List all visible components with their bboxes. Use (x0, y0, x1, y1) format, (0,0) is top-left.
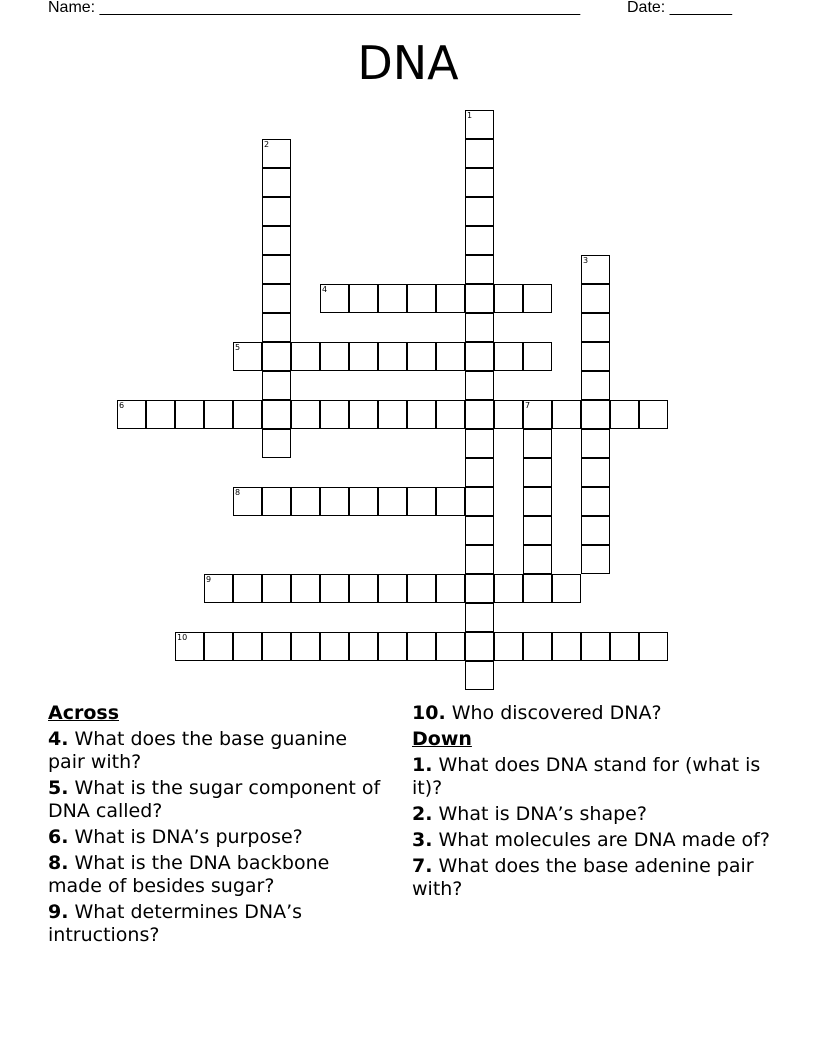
grid-cell[interactable] (465, 632, 494, 661)
grid-cell[interactable] (581, 400, 610, 429)
grid-cell[interactable] (494, 284, 523, 313)
clue-number: 9. (48, 901, 69, 923)
clue-down-1 (412, 754, 772, 800)
grid-cell[interactable] (581, 516, 610, 545)
grid-cell[interactable] (320, 284, 349, 313)
grid-cell[interactable] (465, 545, 494, 574)
clue-across-4 (48, 728, 388, 774)
grid-cell[interactable] (436, 342, 465, 371)
grid-cell[interactable] (407, 284, 436, 313)
clue-text: What is DNA’s purpose? (74, 826, 303, 848)
grid-cell[interactable] (349, 284, 378, 313)
cell-number: 5 (235, 343, 241, 352)
clue-text: Who discovered DNA? (451, 702, 662, 724)
clue-across-5 (48, 777, 388, 823)
date-field[interactable]: Date: _______ (627, 0, 732, 16)
grid-cell[interactable] (320, 487, 349, 516)
grid-cell[interactable] (146, 400, 175, 429)
cell-number: 7 (525, 401, 531, 410)
cell-number: 8 (235, 488, 241, 497)
grid-cell[interactable] (262, 632, 291, 661)
clue-text: What determines DNA’s intructions? (48, 901, 303, 946)
grid-cell[interactable] (465, 226, 494, 255)
grid-cell[interactable] (117, 400, 146, 429)
grid-cell[interactable] (523, 429, 552, 458)
down-heading: Down (412, 728, 472, 750)
cell-number: 9 (206, 575, 212, 584)
clue-across-8 (48, 852, 388, 898)
grid-cell[interactable] (204, 632, 233, 661)
clue-text: What is DNA’s shape? (438, 803, 647, 825)
clues-left-column (48, 702, 388, 950)
grid-cell[interactable] (465, 110, 494, 139)
grid-cell[interactable] (465, 661, 494, 690)
grid-cell[interactable] (581, 371, 610, 400)
grid-cell[interactable] (262, 255, 291, 284)
clue-down-2 (412, 803, 772, 826)
grid-cell[interactable] (291, 574, 320, 603)
grid-cell[interactable] (639, 632, 668, 661)
grid-cell[interactable] (523, 400, 552, 429)
grid-cell[interactable] (494, 574, 523, 603)
grid-cell[interactable] (262, 168, 291, 197)
grid-cell[interactable] (523, 545, 552, 574)
cell-number: 1 (467, 111, 473, 120)
cell-number: 2 (264, 140, 270, 149)
grid-cell[interactable] (494, 342, 523, 371)
grid-cell[interactable] (262, 284, 291, 313)
grid-cell[interactable] (262, 371, 291, 400)
clue-across-6 (48, 826, 388, 849)
clue-across-10 (412, 702, 772, 725)
grid-cell[interactable] (581, 458, 610, 487)
grid-cell[interactable] (204, 400, 233, 429)
grid-cell[interactable] (407, 400, 436, 429)
grid-cell[interactable] (262, 197, 291, 226)
grid-cell[interactable] (349, 632, 378, 661)
grid-cell[interactable] (465, 168, 494, 197)
grid-cell[interactable] (523, 487, 552, 516)
grid-cell[interactable] (581, 632, 610, 661)
grid-cell[interactable] (465, 603, 494, 632)
grid-cell[interactable] (523, 516, 552, 545)
clue-number: 2. (412, 803, 433, 825)
clue-down-7 (412, 855, 772, 901)
grid-cell[interactable] (552, 632, 581, 661)
clue-down-3 (412, 829, 772, 852)
grid-cell[interactable] (465, 574, 494, 603)
clue-number: 6. (48, 826, 69, 848)
grid-cell[interactable] (175, 632, 204, 661)
grid-cell[interactable] (523, 574, 552, 603)
grid-cell[interactable] (523, 284, 552, 313)
grid-cell[interactable] (494, 400, 523, 429)
grid-cell[interactable] (407, 487, 436, 516)
grid-cell[interactable] (233, 342, 262, 371)
grid-cell[interactable] (523, 632, 552, 661)
grid-cell[interactable] (378, 487, 407, 516)
grid-cell[interactable] (465, 516, 494, 545)
grid-cell[interactable] (291, 342, 320, 371)
grid-cell[interactable] (639, 400, 668, 429)
clue-number: 1. (412, 754, 433, 776)
grid-cell[interactable] (465, 197, 494, 226)
clue-number: 8. (48, 852, 69, 874)
cell-number: 10 (177, 633, 188, 642)
grid-cell[interactable] (407, 632, 436, 661)
clues-right-column (412, 702, 772, 904)
grid-cell[interactable] (291, 487, 320, 516)
grid-cell[interactable] (262, 139, 291, 168)
grid-cell[interactable] (465, 487, 494, 516)
grid-cell[interactable] (349, 574, 378, 603)
grid-cell[interactable] (610, 632, 639, 661)
grid-cell[interactable] (465, 284, 494, 313)
clue-number: 3. (412, 829, 433, 851)
grid-cell[interactable] (581, 342, 610, 371)
grid-cell[interactable] (465, 313, 494, 342)
grid-cell[interactable] (349, 342, 378, 371)
grid-cell[interactable] (465, 371, 494, 400)
grid-cell[interactable] (262, 313, 291, 342)
page-title: DNA (357, 36, 459, 90)
cell-number: 6 (119, 401, 125, 410)
grid-cell[interactable] (465, 458, 494, 487)
grid-cell[interactable] (262, 400, 291, 429)
grid-cell[interactable] (378, 574, 407, 603)
grid-cell[interactable] (610, 400, 639, 429)
name-field[interactable]: Name: ______________________________________________________ (48, 0, 581, 16)
grid-cell[interactable] (291, 400, 320, 429)
grid-cell[interactable] (378, 342, 407, 371)
cell-number: 4 (322, 285, 328, 294)
clue-text: What is the DNA backbone made of besides sugar? (48, 852, 330, 897)
grid-cell[interactable] (552, 400, 581, 429)
grid-cell[interactable] (581, 487, 610, 516)
clue-text: What does the base adenine pair with? (412, 855, 754, 900)
grid-cell[interactable] (407, 342, 436, 371)
grid-cell[interactable] (262, 487, 291, 516)
grid-cell[interactable] (320, 632, 349, 661)
grid-cell[interactable] (581, 313, 610, 342)
cell-number: 3 (583, 256, 589, 265)
grid-cell[interactable] (262, 226, 291, 255)
grid-cell[interactable] (233, 487, 262, 516)
grid-cell[interactable] (581, 284, 610, 313)
grid-cell[interactable] (262, 342, 291, 371)
grid-cell[interactable] (233, 574, 262, 603)
grid-cell[interactable] (349, 487, 378, 516)
grid-cell[interactable] (465, 429, 494, 458)
grid-cell[interactable] (262, 429, 291, 458)
grid-cell[interactable] (407, 574, 436, 603)
grid-cell[interactable] (436, 400, 465, 429)
clue-text: What does DNA stand for (what is it)? (412, 754, 761, 799)
grid-cell[interactable] (465, 342, 494, 371)
grid-cell[interactable] (262, 574, 291, 603)
grid-cell[interactable] (378, 284, 407, 313)
grid-cell[interactable] (291, 632, 320, 661)
clue-number: 7. (412, 855, 433, 877)
grid-cell[interactable] (465, 139, 494, 168)
grid-cell[interactable] (523, 342, 552, 371)
grid-cell[interactable] (581, 429, 610, 458)
across-heading: Across (48, 702, 120, 724)
grid-cell[interactable] (581, 545, 610, 574)
grid-cell[interactable] (465, 400, 494, 429)
grid-cell[interactable] (465, 255, 494, 284)
clue-text: What is the sugar component of DNA called? (48, 777, 381, 822)
grid-cell[interactable] (175, 400, 204, 429)
clue-number: 4. (48, 728, 69, 750)
grid-cell[interactable] (320, 574, 349, 603)
grid-cell[interactable] (378, 632, 407, 661)
clue-number: 10. (412, 702, 446, 724)
grid-cell[interactable] (494, 632, 523, 661)
clue-text: What does the base guanine pair with? (48, 728, 348, 773)
grid-cell[interactable] (233, 400, 262, 429)
grid-cell[interactable] (436, 487, 465, 516)
grid-cell[interactable] (436, 574, 465, 603)
grid-cell[interactable] (320, 342, 349, 371)
clue-number: 5. (48, 777, 69, 799)
clue-across-9 (48, 901, 388, 947)
grid-cell[interactable] (233, 632, 262, 661)
grid-cell[interactable] (320, 400, 349, 429)
grid-cell[interactable] (581, 255, 610, 284)
grid-cell[interactable] (204, 574, 233, 603)
grid-cell[interactable] (552, 574, 581, 603)
grid-cell[interactable] (378, 400, 407, 429)
grid-cell[interactable] (436, 632, 465, 661)
grid-cell[interactable] (349, 400, 378, 429)
grid-cell[interactable] (436, 284, 465, 313)
clue-text: What molecules are DNA made of? (438, 829, 770, 851)
grid-cell[interactable] (523, 458, 552, 487)
